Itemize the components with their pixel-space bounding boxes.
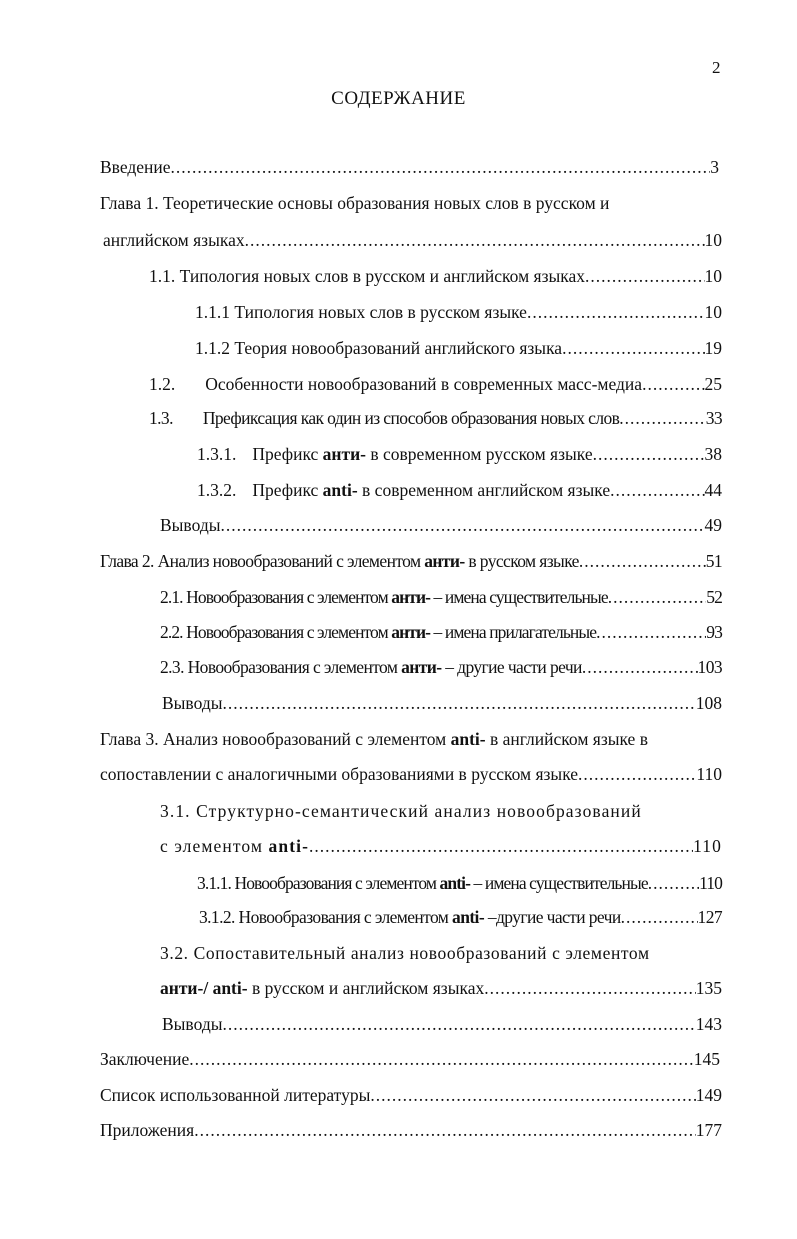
toc-entry-3-1-1: 3.1.1. Новообразования с элементом anti- – имена существительные ..... 110 — [197, 868, 722, 898]
toc-entry-3-1-line2: с элементом anti- ..... 110 — [160, 831, 722, 861]
toc-entry-chapter3-line1: Глава 3. Анализ новообразований с элементом anti- в английском языке в — [100, 729, 648, 749]
toc-entry-1-1-2: 1.1.2 Теория новообразований английского языка ..... 19 — [195, 333, 722, 363]
toc-entry-1-1-1: 1.1.1 Типология новых слов в русском языке ..... 10 — [195, 297, 722, 327]
toc-entry-1-3: 1.3. Префиксация как один из способов образования новых слов ..... 33 — [149, 403, 722, 433]
toc-title: СОДЕРЖАНИЕ — [331, 88, 466, 109]
toc-entry-1-2: 1.2. Особенности новообразований в современных масс-медиа ..... 25 — [149, 369, 722, 399]
toc-entry-appendix: Приложения ..... 177 — [100, 1115, 722, 1145]
toc-entry-chapter2: Глава 2. Анализ новообразований с элементом анти- в русском языке ..... 51 — [100, 546, 722, 576]
toc-entry-intro: Введение ..... 3 — [100, 152, 719, 182]
toc-page: 3 — [710, 157, 719, 177]
page-number: 2 — [712, 58, 721, 77]
toc-entry-2-3: 2.3. Новообразования с элементом анти- – другие части речи ..... 103 — [160, 652, 722, 682]
toc-entry-1-3-1: 1.3.1. Префикс анти- в современном русском языке ..... 38 — [197, 439, 722, 469]
toc-entry-chapter1-line2: английском языках ..... 10 — [103, 225, 722, 255]
toc-entry-chapter1-conclusions: Выводы ..... 49 — [160, 510, 722, 540]
toc-entry-2-1: 2.1. Новообразования с элементом анти- – имена существительные ..... 52 — [160, 582, 722, 612]
toc-entry-chapter2-conclusions: Выводы ..... 108 — [162, 688, 722, 718]
toc-entry-chapter1-line1: Глава 1. Теоретические основы образования новых слов в русском и — [100, 193, 610, 213]
toc-entry-conclusion: Заключение ..... 145 — [100, 1044, 720, 1074]
toc-entry-chapter3-line2: сопоставлении с аналогичными образованиями в русском языке ..... 110 — [100, 759, 722, 789]
toc-entry-3-2-line1: 3.2. Сопоставительный анализ новообразований с элементом — [160, 943, 650, 963]
toc-entry-1-3-2: 1.3.2. Префикс anti- в современном английском языке ..... 44 — [197, 475, 722, 505]
toc-entry-2-2: 2.2. Новообразования с элементом анти- – имена прилагательные ..... 93 — [160, 617, 722, 647]
toc-entry-references: Список использованной литературы ..... 149 — [100, 1080, 722, 1110]
toc-entry-3-2-line2: анти-/ anti- в русском и английском языках ..... 135 — [160, 973, 722, 1003]
toc-entry-chapter3-conclusions: Выводы ..... 143 — [162, 1009, 722, 1039]
toc-entry-3-1-line1: 3.1. Структурно-семантический анализ новообразований — [160, 801, 642, 821]
toc-entry-3-1-2: 3.1.2. Новообразования с элементом anti- –другие части речи ..... 127 — [199, 902, 722, 932]
toc-entry-1-1: 1.1. Типология новых слов в русском и английском языках ..... 10 — [149, 261, 722, 291]
